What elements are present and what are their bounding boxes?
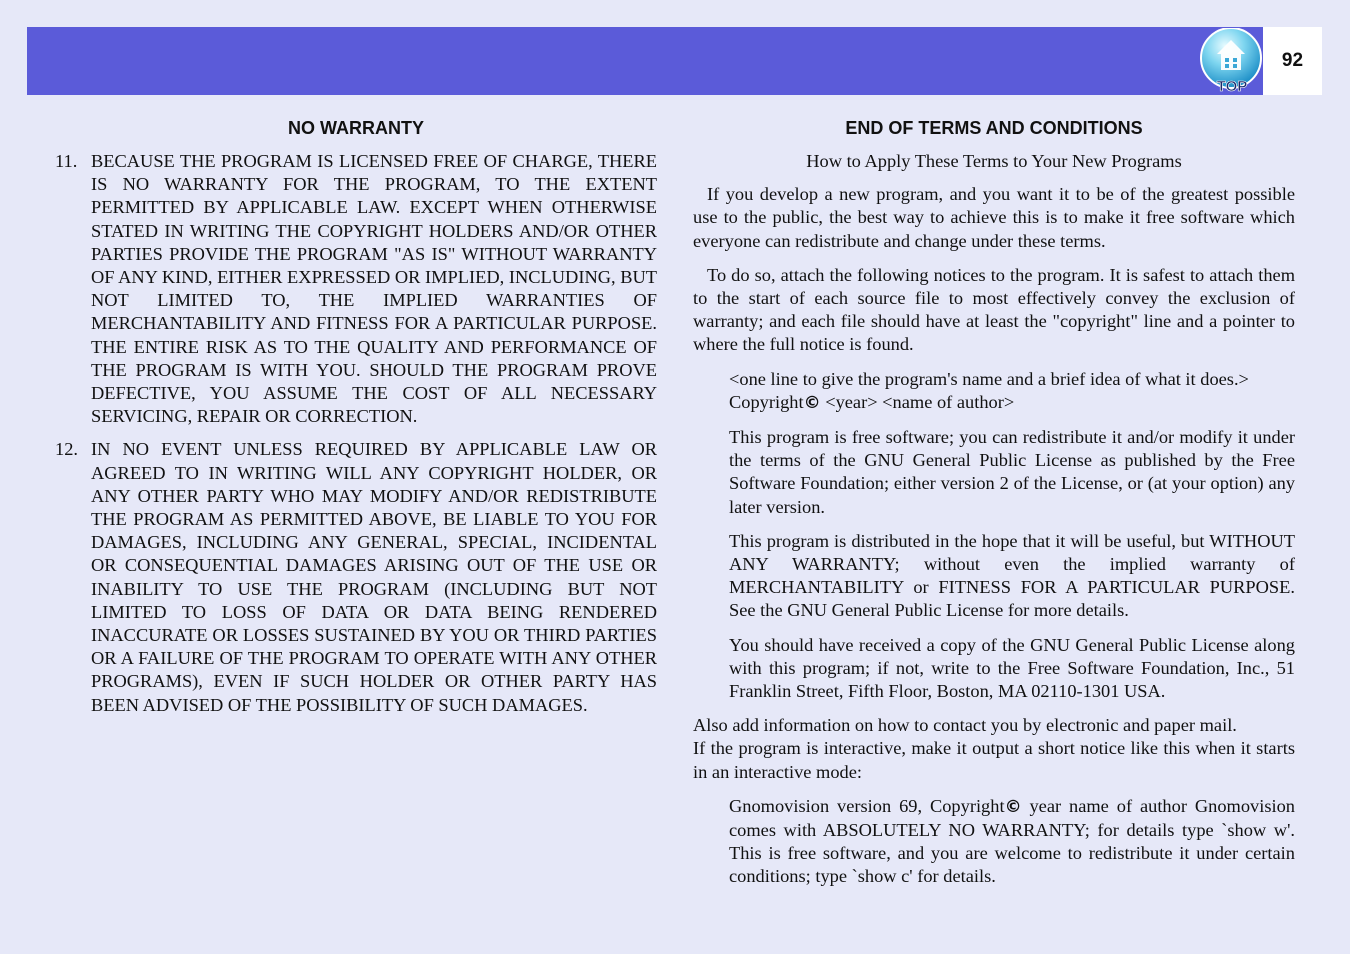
gnomovision-suffix: year name of author Gnomovision comes with ABSOLUTELY NO WARRANTY; for details type `show w'. This is free software, and you are welcome to redistribute it under certain conditions; type `show c' for details. (729, 795, 1295, 887)
section-heading-no-warranty: NO WARRANTY (288, 118, 424, 138)
notice-paragraph: This program is free software; you can redistribute it and/or modify it under the terms of the GNU General Public License as published by the Free Software Foundation; either version 2 of the License, or (at your option) any later version. (729, 427, 1295, 517)
top-button-label: TOP (1216, 78, 1248, 94)
gnomovision-notice (729, 795, 1295, 889)
interactive-line: If the program is interactive, make it output a short notice like this when it starts in an interactive mode: (693, 738, 1295, 782)
notice-header (729, 368, 1295, 415)
right-column (693, 115, 1295, 900)
contact-interactive-text (693, 714, 1295, 784)
left-column (55, 115, 657, 727)
copyright-line (729, 391, 1295, 415)
page-number: 92 (1263, 27, 1322, 95)
copyright-symbol: © (1004, 796, 1022, 817)
list-item-number: 11. (55, 151, 78, 171)
list-item (55, 438, 657, 716)
section-heading-end-of-terms: END OF TERMS AND CONDITIONS (845, 118, 1143, 138)
paragraph: To do so, attach the following notices to the program. It is safest to attach them to the start of each source file to most effectively convey the exclusion of warranty; and each file should have at least the "copyright" line and a pointer to where the full notice is found. (693, 264, 1295, 355)
contact-line: Also add information on how to contact you by electronic and paper mail. (693, 715, 1237, 736)
notice-line: <one line to give the program's name and a brief idea of what it does.> (729, 368, 1249, 389)
copyright-suffix: <year> <name of author> (820, 391, 1015, 412)
list-item-text: BECAUSE THE PROGRAM IS LICENSED FREE OF CHARGE, THERE IS NO WARRANTY FOR THE PROGRAM, TO THE EXTENT PERMITTED BY APPLICABLE LAW. EXCEPT WHEN OTHERWISE STATED IN WRITING THE COPYRIGHT HOLDERS AND/OR OTHER PARTIES PROVIDE THE PROGRAM "AS IS" WITHOUT WARRANTY OF ANY KIND, EITHER EXPRESSED OR IMPLIED, INCLUDING, BUT NOT LIMITED TO, THE IMPLIED WARRANTIES OF MERCHANTABILITY AND FITNESS FOR A PARTICULAR PURPOSE. THE ENTIRE RISK AS TO THE QUALITY AND PERFORMANCE OF THE PROGRAM IS WITH YOU. SHOULD THE PROGRAM PROVE DEFECTIVE, YOU ASSUME THE COST OF ALL NECESSARY SERVICING, REPAIR OR CORRECTION. (91, 151, 657, 427)
header-bar (27, 27, 1263, 95)
list-item (55, 150, 657, 428)
list-item-number: 12. (55, 439, 78, 460)
top-button[interactable] (1199, 28, 1265, 94)
gnomovision-prefix: Gnomovision version 69, Copyright (729, 795, 1005, 816)
notice-paragraph: You should have received a copy of the GNU General Public License along with this program; if not, write to the Free Software Foundation, Inc., 51 Franklin Street, Fifth Floor, Boston, MA 02110-1301 USA. (729, 634, 1295, 702)
top-home-icon (1199, 28, 1265, 94)
copyright-symbol: © (803, 392, 821, 413)
subheading: How to Apply These Terms to Your New Programs (806, 151, 1182, 171)
paragraph: If you develop a new program, and you want it to be of the greatest possible use to the public, the best way to achieve this is to make it free software which everyone can redistribute and change under these terms. (693, 184, 1295, 251)
list-item-text: IN NO EVENT UNLESS REQUIRED BY APPLICABLE LAW OR AGREED TO IN WRITING WILL ANY COPYRIGHT HOLDER, OR ANY OTHER PARTY WHO MAY MODIFY AND/OR REDISTRIBUTE THE PROGRAM AS PERMITTED ABOVE, BE LIABLE TO YOU FOR DAMAGES, INCLUDING ANY GENERAL, SPECIAL, INCIDENTAL OR CONSEQUENTIAL DAMAGES ARISING OUT OF THE USE OR INABILITY TO USE THE PROGRAM (INCLUDING BUT NOT LIMITED TO LOSS OF DATA OR DATA BEING RENDERED INACCURATE OR LOSSES SUSTAINED BY YOU OR THIRD PARTIES OR A FAILURE OF THE PROGRAM TO OPERATE WITH ANY OTHER PROGRAMS), EVEN IF SUCH HOLDER OR OTHER PARTY HAS BEEN ADVISED OF THE POSSIBILITY OF SUCH DAMAGES. (91, 439, 657, 715)
notice-paragraph: This program is distributed in the hope that it will be useful, but WITHOUT ANY WARRANTY; without even the implied warranty of MERCHANTABILITY or FITNESS FOR A PARTICULAR PURPOSE. See the GNU General Public License for more details. (729, 530, 1295, 621)
copyright-prefix: Copyright (729, 391, 804, 412)
